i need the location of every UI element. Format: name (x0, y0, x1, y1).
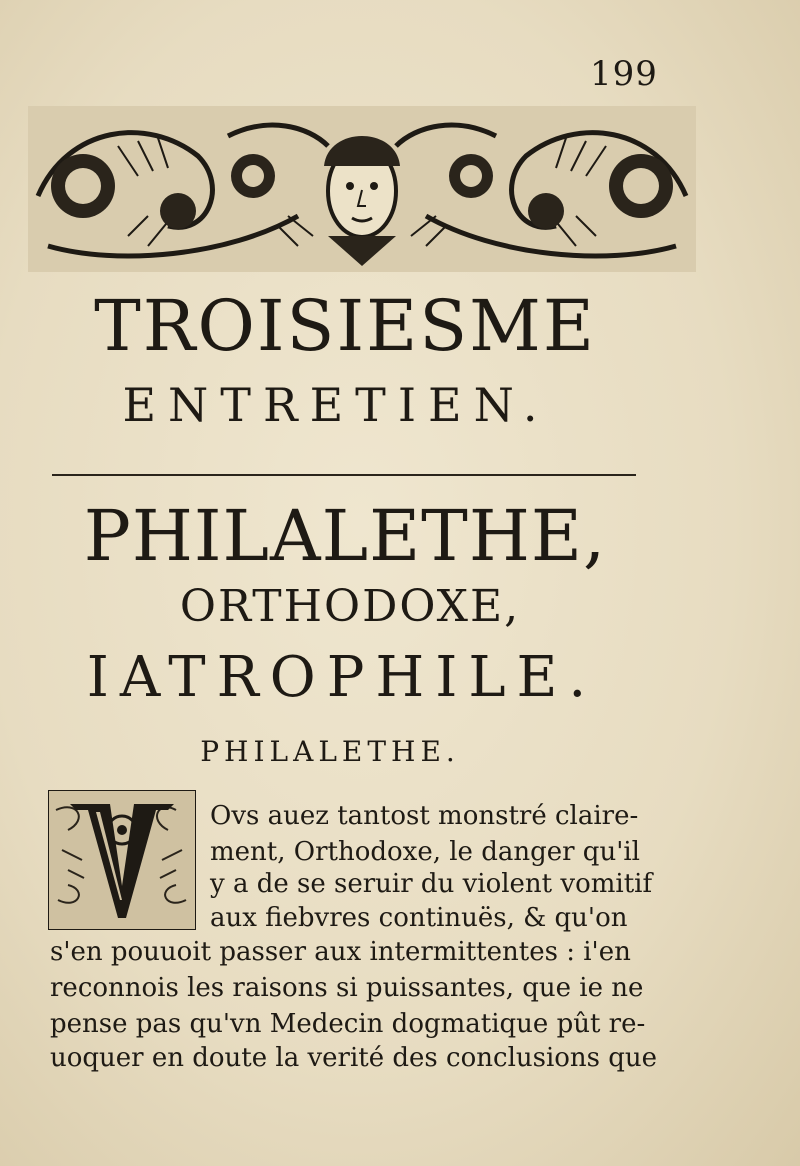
chapter-subtitle: ENTRETIEN. (122, 378, 550, 432)
text-line: pense pas qu'vn Medecin dogmatique pût re- (50, 1009, 646, 1039)
page-number: 199 (590, 54, 658, 94)
chapter-title: TROISIESME (94, 285, 596, 367)
interlocutor-name-2: ORTHODOXE, (179, 581, 521, 632)
speaker-label: PHILALETHE. (200, 735, 460, 768)
text-line: reconnois les raisons si puissantes, que ie ne (50, 973, 644, 1003)
interlocutor-name-3: IATROPHILE. (86, 645, 598, 710)
divider-rule (52, 474, 636, 476)
text-line: Ovs auez tantost monstré claire- (210, 801, 639, 831)
text-line: aux fiebvres continuës, & qu'on (210, 903, 628, 933)
interlocutor-name-1: PHILALETHE, (83, 495, 607, 577)
text-line: y a de se seruir du violent vomitif (210, 869, 653, 899)
text-line: s'en pouuoit passer aux intermittentes : i'en (50, 937, 631, 967)
text-line: ment, Orthodoxe, le danger qu'il (210, 837, 640, 867)
floral-initial-v-icon (48, 790, 196, 930)
grotesque-mask-headpiece-icon (28, 106, 696, 272)
text-line: uoquer en doute la verité des conclusions que (50, 1043, 658, 1073)
